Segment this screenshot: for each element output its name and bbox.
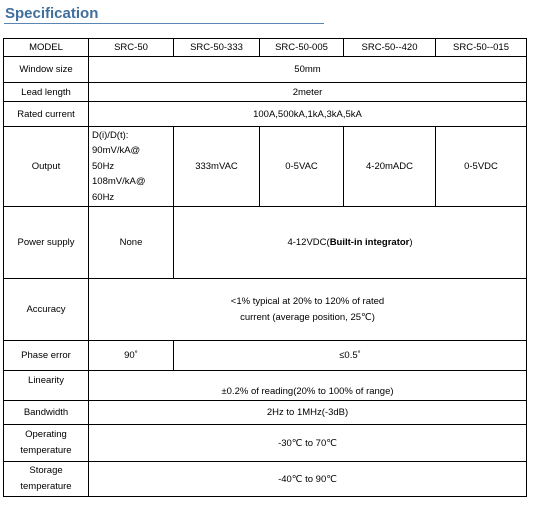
accuracy-line-2: current (average position, 25℃) (240, 311, 375, 323)
label-accuracy: Accuracy (4, 279, 89, 341)
value-lead-length: 2meter (89, 83, 527, 102)
phase-error-others: ≤0.5˚ (174, 341, 527, 371)
row-operating-temperature (4, 425, 527, 462)
label-phase-error: Phase error (4, 341, 89, 371)
label-power-supply: Power supply (4, 207, 89, 279)
header-src-50-333: SRC-50-333 (174, 39, 260, 57)
label-window-size: Window size (4, 57, 89, 83)
row-window-size (4, 57, 527, 83)
output-src-50 (89, 127, 174, 207)
value-window-size: 50mm (89, 57, 527, 83)
label-lead-length: Lead length (4, 83, 89, 102)
value-linearity: ±0.2% of reading(20% to 100% of range) (89, 371, 527, 401)
header-src-50-420: SRC-50--420 (344, 39, 436, 57)
row-accuracy (4, 279, 527, 341)
output-src-50-line: 50Hz (92, 160, 115, 172)
label-bandwidth: Bandwidth (4, 401, 89, 425)
header-src-50-015: SRC-50--015 (436, 39, 527, 57)
row-linearity (4, 371, 527, 401)
value-storage-temperature: -40℃ to 90℃ (89, 462, 527, 497)
output-src-50-line: D(i)/D(t): (92, 129, 129, 141)
storage-label-line-2: temperature (20, 481, 72, 492)
label-operating-temperature (4, 425, 89, 462)
row-output (4, 127, 527, 207)
value-accuracy (89, 279, 527, 341)
row-lead-length (4, 83, 527, 102)
accuracy-line-1: <1% typical at 20% to 120% of rated (230, 295, 385, 307)
row-phase-error (4, 341, 527, 371)
title-underline (4, 23, 324, 24)
header-row (4, 39, 527, 57)
output-src-50-420: 4-20mADC (344, 127, 436, 207)
label-output: Output (4, 127, 89, 207)
output-src-50-line: 60Hz (92, 191, 115, 203)
page-title: Specification (5, 5, 99, 22)
phase-error-src-50: 90˚ (89, 341, 174, 371)
row-rated-current (4, 102, 527, 127)
output-src-50-line: 90mV/kA@ (92, 145, 141, 157)
operating-label-line-2: temperature (20, 445, 72, 456)
header-src-50: SRC-50 (89, 39, 174, 57)
power-supply-prefix: 4-12VDC( (287, 237, 330, 248)
operating-label-line-1: Operating (25, 429, 67, 440)
output-src-50-line: 108mV/kA@ (92, 176, 146, 188)
value-rated-current: 100A,500kA,1kA,3kA,5kA (89, 102, 527, 127)
label-linearity: Linearity (4, 371, 89, 401)
header-model: MODEL (4, 39, 89, 57)
row-bandwidth (4, 401, 527, 425)
specification-table (3, 38, 527, 497)
power-supply-integrator: Built-in integrator (329, 237, 410, 248)
power-supply-src-50: None (89, 207, 174, 279)
output-src-50-005: 0-5VAC (260, 127, 344, 207)
value-bandwidth: 2Hz to 1MHz(-3dB) (89, 401, 527, 425)
row-power-supply (4, 207, 527, 279)
output-src-50-015: 0-5VDC (436, 127, 527, 207)
label-rated-current: Rated current (4, 102, 89, 127)
value-operating-temperature: -30℃ to 70℃ (89, 425, 527, 462)
power-supply-others (174, 207, 527, 279)
label-storage-temperature (4, 462, 89, 497)
header-src-50-005: SRC-50-005 (260, 39, 344, 57)
storage-label-line-1: Storage (29, 465, 63, 476)
row-storage-temperature (4, 462, 527, 497)
output-src-50-333: 333mVAC (174, 127, 260, 207)
power-supply-suffix: ) (409, 237, 413, 248)
